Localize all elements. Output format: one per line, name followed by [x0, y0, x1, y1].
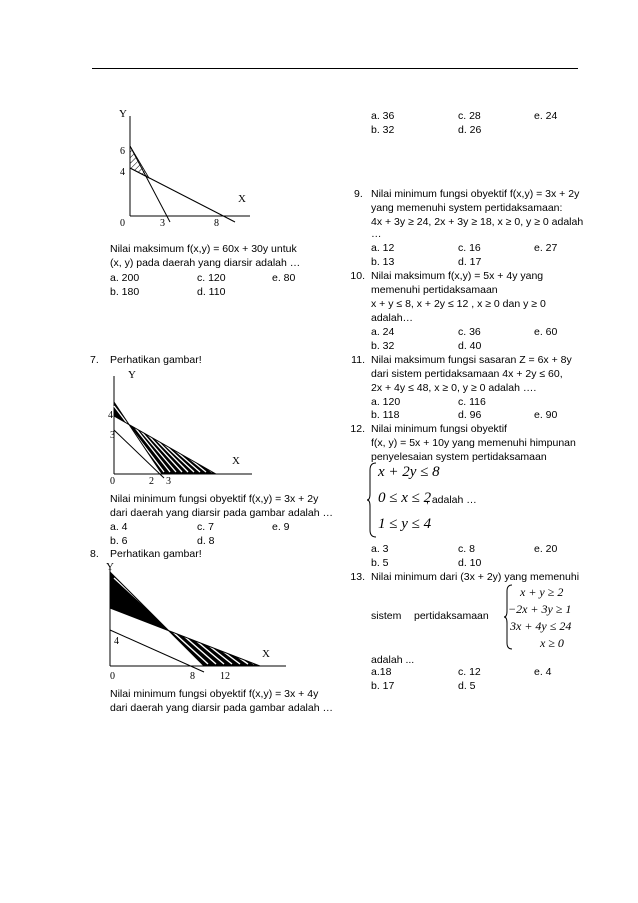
prev-option-a: a. 36: [371, 110, 395, 122]
q13-option-b: b. 17: [371, 680, 395, 692]
fig8-tick-8-x: 8: [190, 671, 195, 682]
q12-suffix: , adalah …: [426, 494, 477, 506]
fig7-x-label: X: [232, 455, 240, 467]
q13-system-line-3: 3x + 4y ≤ 24: [510, 619, 572, 633]
figure-q8-graph: [104, 558, 294, 684]
q11-option-b: b. 118: [371, 409, 400, 421]
fig7-tick-0: 0: [110, 476, 115, 487]
q11-option-a: a. 120: [371, 396, 401, 408]
q6-option-e: e. 80: [272, 272, 296, 284]
q11-option-c: c. 116: [458, 396, 486, 408]
q10-option-a: a. 24: [371, 326, 395, 338]
q9-line-4: …: [371, 228, 382, 240]
q13-sistem: sistem: [371, 610, 402, 622]
q13-system-line-4: x ≥ 0: [540, 636, 564, 650]
q9-option-a: a. 12: [371, 242, 395, 254]
q7-option-e: e. 9: [272, 521, 290, 533]
q12-system-brace: [366, 462, 378, 538]
q12-option-b: b. 5: [371, 557, 389, 569]
fig8-y-label: Y: [106, 561, 114, 573]
q6-option-a: a. 200: [110, 272, 140, 284]
fig7-tick-2: 2: [149, 476, 154, 487]
fig7-tick-4: 4: [108, 410, 113, 421]
q13-system-line-1: x + y ≥ 2: [520, 585, 564, 599]
q12-number: 12.: [350, 423, 365, 435]
q6-line-1: Nilai maksimum f(x,y) = 60x + 30y untuk: [110, 243, 297, 255]
figure-q6-graph: [110, 104, 260, 234]
q13-system-brace: [503, 584, 513, 650]
fig8-tick-8: 8: [114, 602, 119, 613]
q13-pertidaksamaan: pertidaksamaan: [414, 610, 489, 622]
q9-option-c: c. 16: [458, 242, 481, 254]
q11-option-e: e. 90: [534, 409, 558, 421]
q10-line-3: x + y ≤ 8, x + 2y ≤ 12 , x ≥ 0 dan y ≥ 0: [371, 298, 546, 310]
q11-line-1: Nilai maksimum fungsi sasaran Z = 6x + 8y: [371, 354, 572, 366]
fig1-tick-8: 8: [214, 218, 219, 229]
fig1-y-label: Y: [119, 108, 127, 120]
prev-option-b: b. 32: [371, 124, 395, 136]
q6-option-b: b. 180: [110, 286, 140, 298]
q11-option-d: d. 96: [458, 409, 482, 421]
q6-line-2: (x, y) pada daerah yang diarsir adalah …: [110, 257, 301, 269]
q6-option-c: c. 120: [197, 272, 226, 284]
fig8-tick-0: 0: [110, 671, 115, 682]
q13-number: 13.: [350, 571, 365, 583]
header-rule: [92, 68, 578, 69]
fig1-tick-6: 6: [120, 146, 125, 157]
q12-option-e: e. 20: [534, 543, 558, 555]
q12-line-1: Nilai minimum fungsi obyektif: [371, 423, 507, 435]
q13-after: adalah ...: [371, 654, 415, 666]
q8-line-1: Nilai minimum fungsi obyektif f(x,y) = 3x + 4y: [110, 688, 319, 700]
fig8-tick-12: 12: [220, 671, 230, 682]
q8-number: 8.: [90, 548, 99, 560]
fig7-tick-3-x: 3: [166, 476, 171, 487]
q10-option-e: e. 60: [534, 326, 558, 338]
q8-title: Perhatikan gambar!: [110, 548, 202, 560]
q10-line-1: Nilai maksimum f(x,y) = 5x + 4y yang: [371, 270, 544, 282]
q13-line-1: Nilai minimum dari (3x + 2y) yang memenuhi: [371, 571, 580, 583]
q11-line-3: 2x + 4y ≤ 48, x ≥ 0, y ≥ 0 adalah ….: [371, 382, 537, 394]
q12-line-2: f(x, y) = 5x + 10y yang memenuhi himpunan: [371, 437, 576, 449]
q7-option-c: c. 7: [197, 521, 214, 533]
q13-option-e: e. 4: [534, 666, 552, 678]
fig7-y-label: Y: [128, 369, 136, 381]
q6-option-d: d. 110: [197, 286, 226, 298]
q11-line-2: dari sistem pertidaksamaan 4x + 2y ≤ 60,: [371, 368, 563, 380]
prev-option-d: d. 26: [458, 124, 482, 136]
q11-number: 11.: [351, 354, 365, 366]
fig7-tick-3: 3: [110, 430, 115, 441]
q12-system-line-2: 0 ≤ x ≤ 2: [378, 490, 432, 506]
q10-number: 10.: [350, 270, 365, 282]
q12-line-3: penyelesaian system pertidaksamaan: [371, 451, 547, 463]
q10-line-2: memenuhi pertidaksamaan: [371, 284, 498, 296]
q7-option-b: b. 6: [110, 535, 128, 547]
q9-line-1: Nilai minimum fungsi obyektif f(x,y) = 3x + 2y: [371, 188, 580, 200]
q8-line-2: dari daerah yang diarsir pada gambar adalah …: [110, 702, 333, 714]
q13-option-a: a.18: [371, 666, 392, 678]
q7-number: 7.: [90, 354, 99, 366]
fig1-tick-4: 4: [120, 167, 125, 178]
prev-option-c: c. 28: [458, 110, 481, 122]
q7-title: Perhatikan gambar!: [110, 354, 202, 366]
q9-option-b: b. 13: [371, 256, 395, 268]
q9-line-3: 4x + 3y ≥ 24, 2x + 3y ≥ 18, x ≥ 0, y ≥ 0 adalah: [371, 216, 584, 228]
fig1-tick-3: 3: [160, 218, 165, 229]
q7-line-1: Nilai minimum fungsi obyektif f(x,y) = 3x + 2y: [110, 493, 319, 505]
figure-q7-graph: [104, 366, 254, 488]
prev-option-e: e. 24: [534, 110, 558, 122]
q13-option-c: c. 12: [458, 666, 481, 678]
q13-system-line-2: −2x + 3y ≥ 1: [508, 602, 572, 616]
fig1-tick-0: 0: [120, 218, 125, 229]
fig8-tick-4: 4: [114, 636, 119, 647]
q7-option-a: a. 4: [110, 521, 128, 533]
q12-option-a: a. 3: [371, 543, 389, 555]
q7-line-2: dari daerah yang diarsir pada gambar adalah …: [110, 507, 333, 519]
q12-system-line-1: x + 2y ≤ 8: [378, 464, 440, 480]
q7-option-d: d. 8: [197, 535, 215, 547]
q12-option-c: c. 8: [458, 543, 475, 555]
q10-option-d: d. 40: [458, 340, 482, 352]
fig8-x-label: X: [262, 648, 270, 660]
q9-option-e: e. 27: [534, 242, 558, 254]
q12-system-line-3: 1 ≤ y ≤ 4: [378, 516, 432, 532]
q10-line-4: adalah…: [371, 312, 414, 324]
fig1-x-label: X: [238, 193, 246, 205]
q12-option-d: d. 10: [458, 557, 482, 569]
q10-option-b: b. 32: [371, 340, 395, 352]
q13-option-d: d. 5: [458, 680, 476, 692]
q10-option-c: c. 36: [458, 326, 481, 338]
q9-line-2: yang memenuhi system pertidaksamaan:: [371, 202, 563, 214]
q9-number: 9.: [354, 188, 363, 200]
q9-option-d: d. 17: [458, 256, 482, 268]
